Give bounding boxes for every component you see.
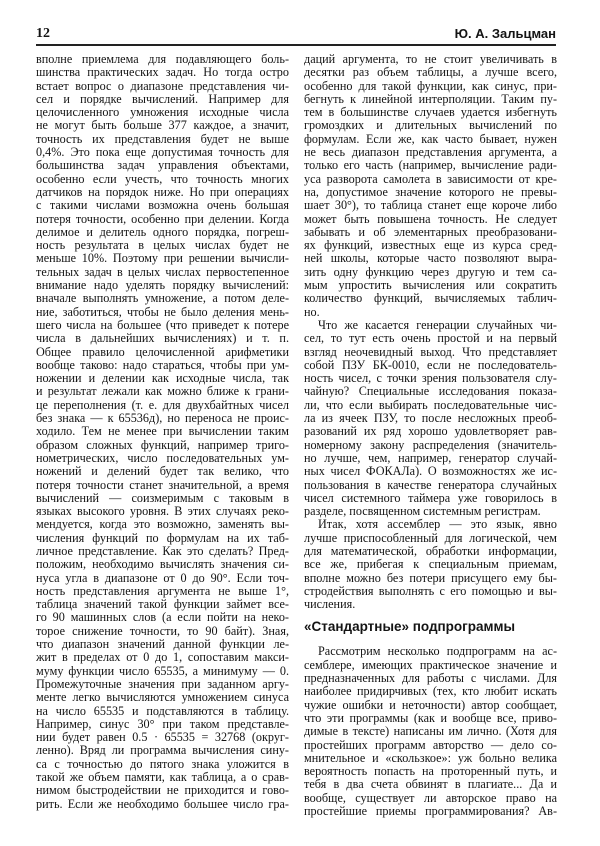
text-line: разований их ряд хорошо удовлетворяет рав-	[304, 424, 557, 439]
text-line: простейшие приемы программирования? Ав-	[304, 804, 557, 819]
text-line: на число 65535 и подставляются в таблицу.	[36, 703, 289, 718]
text-line: ях функций, известных еще из курса сред-	[304, 238, 557, 253]
text-line: ность представления аргумента не выше 1°,	[36, 583, 289, 598]
text-line: зить одну функцию через другую и тем са-	[304, 264, 557, 279]
text-line: ходило. Тем не менее при вычислении таким	[36, 424, 289, 439]
text-line: Промежуточные значения при заданном аргу-	[36, 676, 289, 691]
paragraph	[304, 645, 557, 818]
text-line: 0,4%. Это пока еще допустимая точность для	[36, 145, 289, 160]
text-line: шинства практических задач. Но тогда остро	[36, 65, 289, 80]
text-line: вообще, существует ли авторское право на	[304, 790, 557, 805]
text-line: рить. Если же необходимо большее число гра-	[36, 796, 289, 811]
text-line: тебя в два счета обвинят в плагиате... Да и	[304, 777, 557, 792]
text-line: шего числа на большее (что приведет к потере	[36, 317, 289, 332]
header-rule	[36, 44, 556, 46]
text-line: димые в тексте) написаны им лично. (Хотя для	[304, 724, 557, 739]
text-line: забывать и об элементарных преобразовани-	[304, 224, 557, 239]
text-line: вычислений — соизмеримым с таковым в	[36, 490, 289, 505]
paragraph	[36, 53, 289, 811]
text-line: шает 30°), то таблица станет еще короче либо	[304, 198, 557, 213]
text-line: только его часть (например, вычисление ради-	[304, 158, 557, 173]
text-line: количество функций, вычисляемых таблич-	[304, 291, 557, 306]
text-line: чайную? Специальные исследования показа-	[304, 384, 557, 399]
text-line: стродействия выполнять с его помощью и вы-	[304, 583, 557, 598]
text-line: Общее правило целочисленной арифметики	[36, 344, 289, 359]
text-line: десятки раз объем таблицы, а лучше всего,	[304, 65, 557, 80]
text-line: не весь диапазон представления аргумента, а	[304, 145, 557, 160]
text-line: семблере, имеющих практическое значение и	[304, 657, 557, 672]
text-line: числения функций по формулам на их таб-	[36, 530, 289, 545]
text-line: наиболее придирчивых (тех, кто любит искать	[304, 684, 557, 699]
text-line: вообще таково: надо стараться, чтобы при ум-	[36, 357, 289, 372]
text-line: номерному закону распределения (значитель-	[304, 437, 557, 452]
text-line: ножении и делении как исходные числа, так	[36, 371, 289, 386]
text-line: и результат лежали как можно ближе к грани-	[36, 384, 289, 399]
text-line: встает вопрос о диапазоне представления чи-	[36, 78, 289, 93]
text-line: особенно если учесть, что точность многих	[36, 171, 289, 186]
text-line: потеря точности станет значительной, а время	[36, 477, 289, 492]
text-line: лучше приспособленный для логической, чем	[304, 530, 557, 545]
text-line: что диапазон значений данной функции ле-	[36, 637, 289, 652]
text-line: тем в большинстве случаев удается избегнуть	[304, 105, 557, 120]
text-line: что эти программы (как и вообще все, приво-	[304, 710, 557, 725]
text-line: ность результата в целых числах будет не	[36, 238, 289, 253]
text-line: числа в дальнейших вычислениях) и т. п.	[36, 331, 289, 346]
text-line: большинства задач управления объектами,	[36, 158, 289, 173]
text-line: целочисленного умножения исходные числа	[36, 105, 289, 120]
text-line: даций аргумента, то не стоит увеличивать в	[304, 52, 557, 66]
text-line: Итак, хотя ассемблер — это язык, явно	[318, 517, 557, 532]
text-line: датчиков на порядок ниже. Но при операциях	[36, 184, 289, 199]
paragraph	[304, 319, 557, 518]
text-line: ных чисел ФОКАЛа). О возможностях же ис-	[304, 464, 557, 479]
text-line: мым упростить вычисления или сократить	[304, 278, 557, 293]
text-line: ность чисел, с точки зрения пользователя слу-	[304, 371, 557, 386]
text-line: особенно для такой функции, как синус, при-	[304, 78, 557, 93]
text-line: чисел системного таймера уже говорилось в	[304, 490, 557, 505]
running-header-author: Ю. А. Зальцман	[454, 26, 556, 41]
text-line: не могут быть больше 377 каждое, а значит,	[36, 118, 289, 133]
text-line: вполне можно без потери присущего ему бы-	[304, 570, 557, 585]
text-line: простейших программ авторство — дело со-	[304, 737, 557, 752]
text-line: нимом быстродействии не приходится и гово-	[36, 783, 289, 798]
text-line: сел, то тут есть очень простой и на первый	[304, 331, 557, 346]
text-line: собой ПЗУ БК-0010, если не последователь-	[304, 357, 557, 372]
text-line: такой же объем памяти, как таблица, а о срав-	[36, 770, 289, 785]
text-line: торое снижение точности, то 90 байт). Зная,	[36, 623, 289, 638]
text-line: внимание надо уделять порядку вычислений:	[36, 278, 289, 293]
text-line: но лучше, чем, например, генератор случай-	[304, 450, 557, 465]
text-line: бегнуть к линейной интерполяции. Таким пу-	[304, 91, 557, 106]
text-line: взгляд неочевидный выход. Что представляет	[304, 344, 557, 359]
text-line: муму функции число 65535, а минимуму — 0.	[36, 663, 289, 678]
text-line: ли, что если выбирать последовательные чис-	[304, 397, 557, 412]
text-line: нуса угла в диапазоне от 0 до 90°. Если точ-	[36, 570, 289, 585]
text-line: ней школы, которые часто позволяют выра-	[304, 251, 557, 266]
text-line: вначале выполнять умножение, а потом деле-	[36, 291, 289, 306]
text-line: языках высокого уровня. В этих случаях реко-	[36, 504, 289, 519]
text-line: сел и порядке вычислений. Например для	[36, 91, 289, 106]
text-line: го 90 машинных слов (а если пойти на неко-	[36, 610, 289, 625]
text-line: вполне приемлема для подавляющего боль-	[36, 52, 289, 66]
text-line: на, допустимое значение которого не превы-	[304, 184, 557, 199]
text-line: ла из ячеек ПЗУ, то после несложных преоб-	[304, 411, 557, 426]
text-line: Что же касается генерации случайных чи-	[318, 317, 557, 332]
text-line: делимое и делитель одного порядка, погреш-	[36, 224, 289, 239]
right-text-column	[304, 53, 557, 818]
text-line: нии будет равен 0.5 · 65535 = 32768 (округ-	[36, 730, 289, 745]
text-line: ножений и делений будет так велико, что	[36, 464, 289, 479]
text-line: мендуется, когда это возможно, заменять вы-	[36, 517, 289, 532]
text-line: мнительное и «скользкое»: уж больно велика	[304, 750, 557, 765]
left-text-column	[36, 53, 289, 811]
text-line: таблица значений такой функции займет все-	[36, 597, 289, 612]
text-line: разделе, посвященном системным регистрам.	[304, 504, 541, 519]
text-line: положим, необходимо вычислять значения си-	[36, 557, 289, 572]
text-line: уса разворота самолета в зависимости от кре-	[304, 171, 557, 186]
text-line: формулам. Если же, как часто бывает, нужен	[304, 131, 557, 146]
text-line: но.	[304, 304, 320, 319]
text-line: Например, синус 30° при таком представле-	[36, 716, 289, 731]
text-line: жит в пределах от 0 до 1, сопоставим макси-	[36, 650, 289, 665]
text-line: для математической, обработки информации,	[304, 543, 557, 558]
text-line: нометрических, число последовательных ум-	[36, 450, 289, 465]
section-heading: «Стандартные» подпрограммы	[304, 619, 516, 635]
page-number: 12	[36, 26, 50, 41]
text-line: потеря точности, особенно при делении. Когда	[36, 211, 289, 226]
text-line: вероятность попасть на проторенный путь, и	[304, 764, 557, 779]
text-line: тельных задач в целых числах первостепенное	[36, 264, 289, 279]
text-line: меньше 10%. Поэтому при решении вычисли-	[36, 251, 289, 266]
text-line: чужие ошибки и неточности) автор сообщает,	[304, 697, 557, 712]
text-line: громоздких и длительных вычислений по	[304, 118, 557, 133]
text-line: образом сложных функций, например триго-	[36, 437, 289, 452]
text-line: менте легко вычисляются умножением синуса	[36, 690, 289, 705]
text-line: с такими числами возможна очень большая	[36, 198, 289, 213]
paragraph	[304, 53, 557, 319]
text-line: це переполнения (т. е. для двухбайтных чисел	[36, 397, 289, 412]
text-line: ние, заботиться, чтобы не было деления мень-	[36, 304, 289, 319]
text-line: личное представление. Как это сделать? Пред-	[36, 543, 289, 558]
text-line: са с точностью до пятого знака уложится в	[36, 756, 289, 771]
text-line: может быть повышена точность. Не следует	[304, 211, 557, 226]
text-line: предназначенных для работы с числами. Для	[304, 671, 557, 686]
text-line: точность их представления будет не выше	[36, 131, 289, 146]
text-line: без знака — к 65536д), но переноса не проис-	[36, 411, 289, 426]
paragraph	[304, 518, 557, 611]
text-line: ленно). Вряд ли программа вычисления сину-	[36, 743, 289, 758]
text-line: все же, прибегая к специальным приемам,	[304, 557, 557, 572]
text-line: Рассмотрим несколько подпрограмм на ас-	[318, 644, 557, 659]
text-line: числения.	[304, 597, 356, 612]
text-line: пользования в качестве генератора случайных	[304, 477, 557, 492]
